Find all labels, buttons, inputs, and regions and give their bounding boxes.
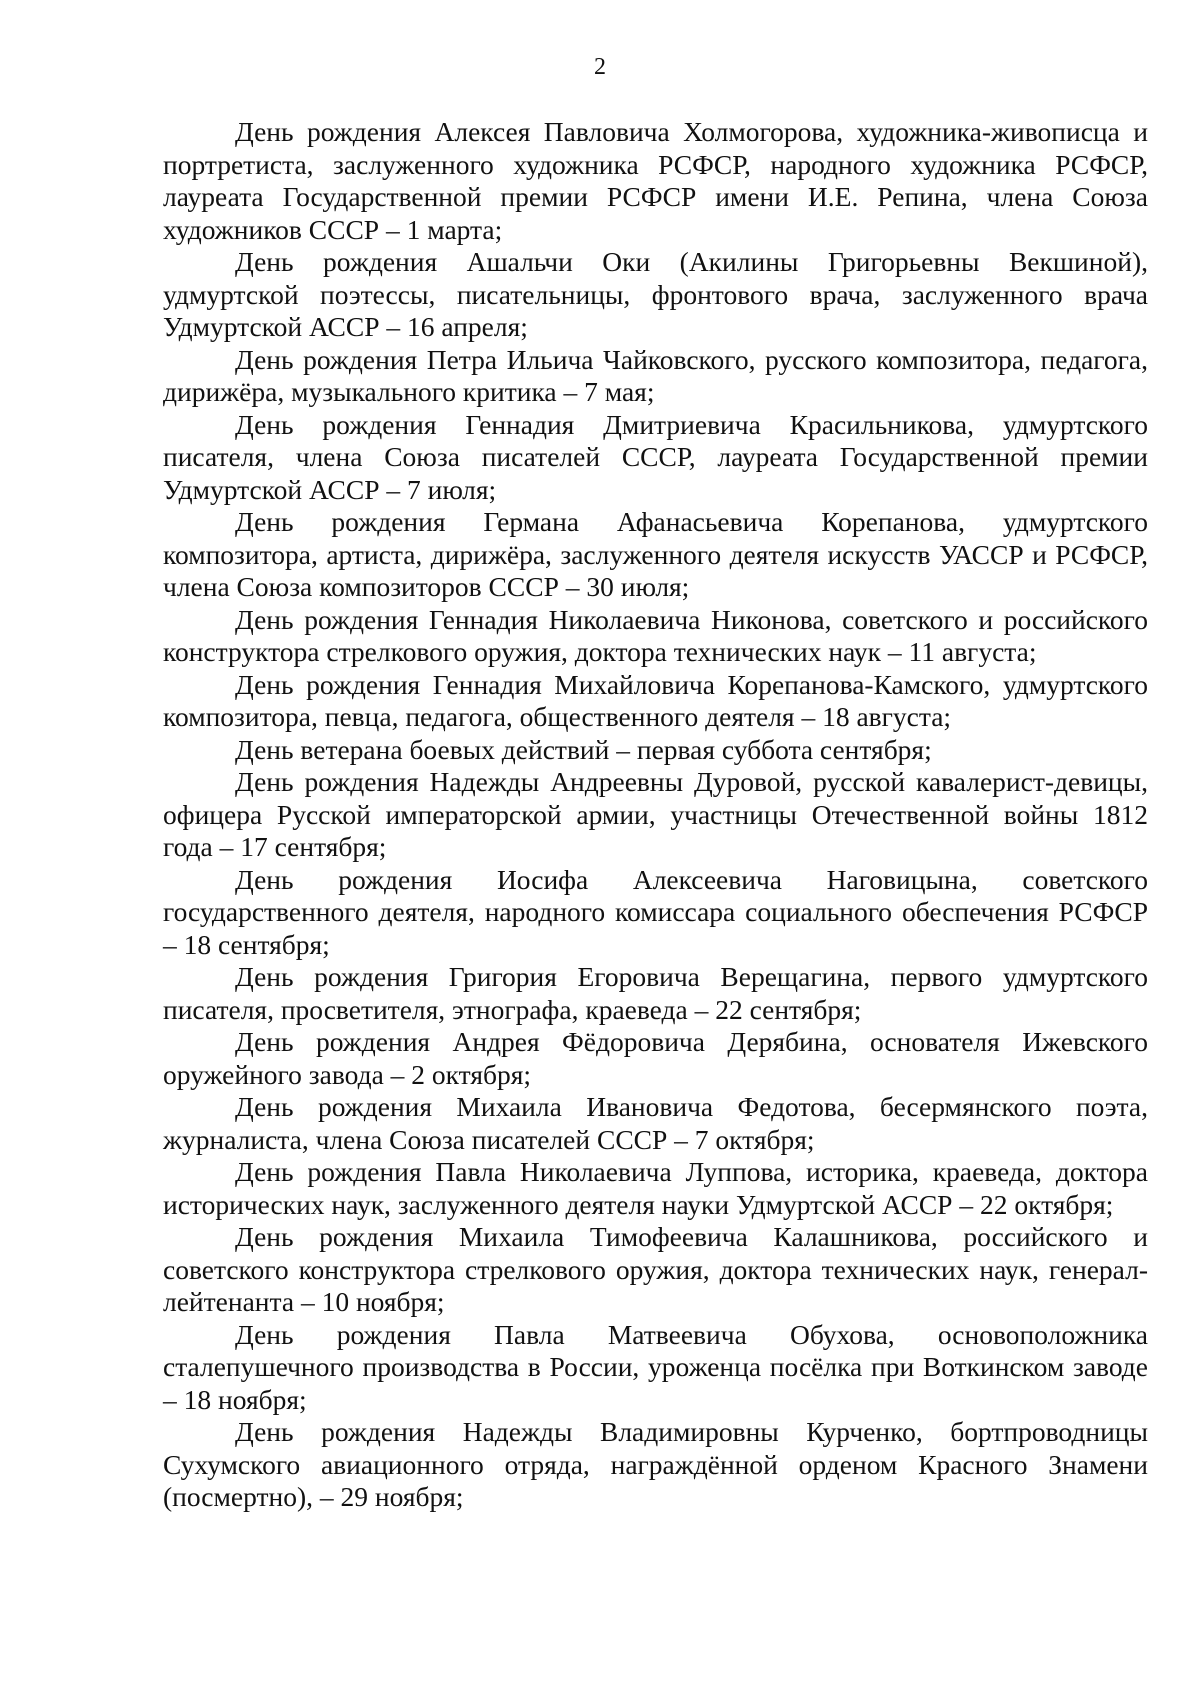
page-number: 2 — [594, 54, 606, 80]
list-item: День рождения Павла Матвеевича Обухова, основоположника сталепушечного производства в России, уроженца посёлка при Воткинском заводе – 18 ноября; — [163, 1318, 1148, 1415]
list-item: День рождения Германа Афанасьевича Корепанова, удмуртского композитора, артиста, дирижёра, заслуженного деятеля искусств УАССР и РСФСР, члена Союза композиторов СССР – 30 июля; — [163, 506, 1148, 602]
list-item: День рождения Надежды Владимировны Курченко, бортпроводницы Сухумского авиационного отряда, награждённой орденом Красного Знамени (посмертно), – 29 ноября; — [163, 1416, 1148, 1512]
list-item: День рождения Иосифа Алексеевича Наговицына, советского государственного деятеля, народного комиссара социального обеспечения РСФСР – 18 сентября; — [163, 863, 1148, 960]
list-item: День рождения Михаила Ивановича Федотова, бесермянского поэта, журналиста, члена Союза писателей СССР – 7 октября; — [163, 1091, 1148, 1155]
list-item: День рождения Геннадия Николаевича Никонова, советского и российского конструктора стрелкового оружия, доктора технических наук – 11 августа; — [163, 603, 1148, 667]
list-item: День рождения Надежды Андреевны Дуровой, русской кавалерист-девицы, офицера Русской императорской армии, участницы Отечественной войны 1812 года – 17 сентября; — [163, 766, 1148, 862]
list-item: День рождения Андрея Фёдоровича Дерябина, основателя Ижевского оружейного завода – 2 октября; — [163, 1026, 1148, 1090]
list-item: День ветерана боевых действий – первая суббота сентября; — [235, 733, 932, 765]
list-item: День рождения Павла Николаевича Луппова, историка, краеведа, доктора исторических наук, заслуженного деятеля науки Удмуртской АССР – 22 октября; — [163, 1156, 1148, 1220]
list-item: День рождения Геннадия Дмитриевича Красильникова, удмуртского писателя, члена Союза писателей СССР, лауреата Государственной премии Удмуртской АССР – 7 июля; — [163, 408, 1148, 505]
list-item: День рождения Петра Ильича Чайковского, русского композитора, педагога, дирижёра, музыкального критика – 7 мая; — [163, 343, 1148, 407]
document-body — [163, 116, 1148, 1514]
list-item: День рождения Ашальчи Оки (Акилины Григорьевны Векшиной), удмуртской поэтессы, писательницы, фронтового врача, заслуженного врача Удмуртской АССР – 16 апреля; — [163, 246, 1148, 342]
list-item: День рождения Григория Егоровича Верещагина, первого удмуртского писателя, просветителя, этнографа, краеведа – 22 сентября; — [163, 961, 1148, 1025]
list-item: День рождения Алексея Павловича Холмогорова, художника-живописца и портретиста, заслуженного художника РСФСР, народного художника РСФСР, лауреата Государственной премии РСФСР имени И.Е. Репина, члена Союза художников СССР – 1 марта; — [163, 116, 1148, 245]
list-item: День рождения Геннадия Михайловича Корепанова-Камского, удмуртского композитора, певца, педагога, общественного деятеля – 18 августа; — [163, 668, 1148, 732]
list-item: День рождения Михаила Тимофеевича Калашникова, российского и советского конструктора стрелкового оружия, доктора технических наук, генерал-лейтенанта – 10 ноября; — [163, 1221, 1148, 1317]
